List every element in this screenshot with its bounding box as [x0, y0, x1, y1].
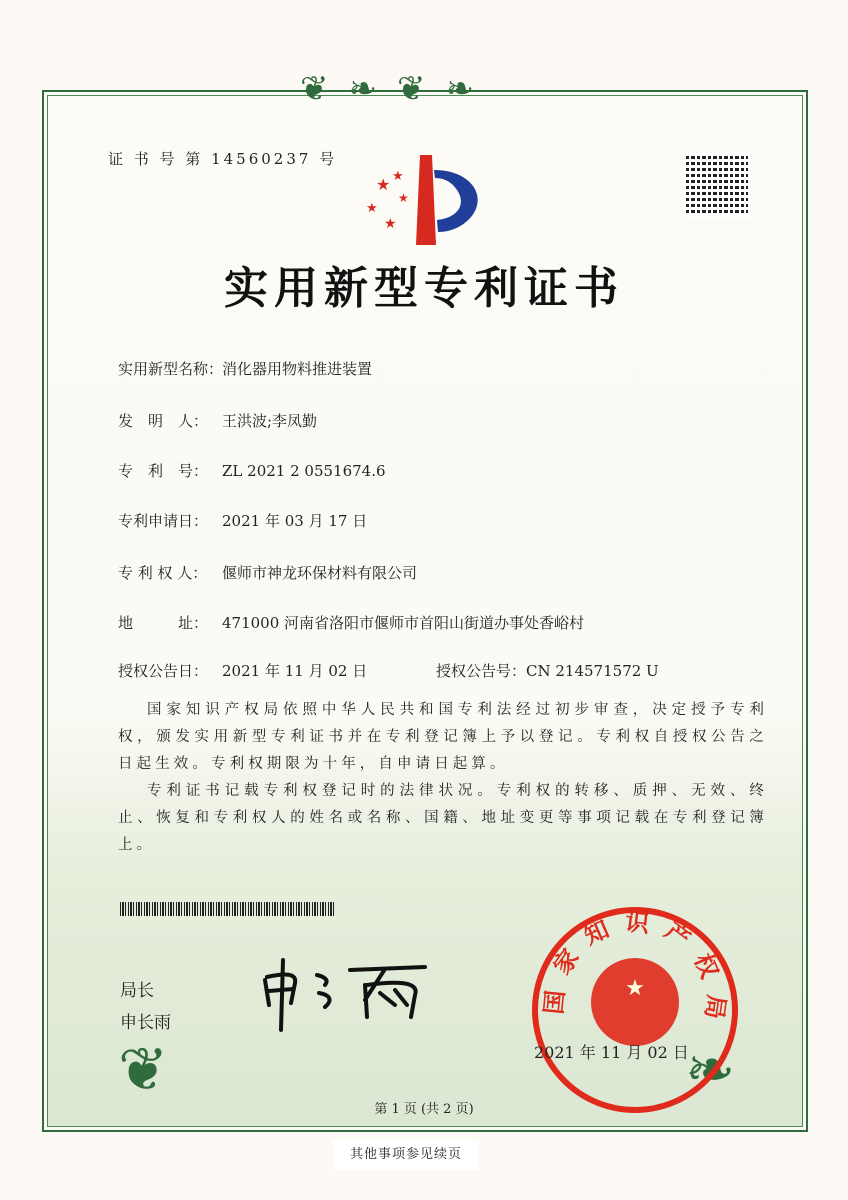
svg-text:★: ★ — [625, 976, 645, 1001]
svg-text:★: ★ — [398, 191, 409, 205]
corner-ornament-right: ❧ — [685, 1035, 736, 1105]
field-grant-date: 授权公告日： 2021 年 11 月 02 日 — [118, 662, 368, 680]
svg-text:★: ★ — [366, 201, 378, 216]
field-announcement-number: 授权公告号：CN 214571572 U — [436, 662, 659, 680]
paragraph-grant-statement: 国家知识产权局依照中华人民共和国专利法经过初步审查，决定授予专利权，颁发实用新型专利证书并在专利登记簿上予以登记。专利权自授权公告之日起生效。专利权期限为十年，自申请日起算。 — [118, 702, 768, 772]
top-ornament: ❦❧❦❧ — [300, 69, 494, 109]
field-patentee: 专 利 权 人： 偃师市神龙环保材料有限公司 — [118, 564, 418, 582]
svg-text:★: ★ — [392, 169, 404, 184]
svg-text:★: ★ — [376, 175, 391, 194]
signature — [255, 955, 445, 1035]
seal-text: 国家知识产权局 — [538, 906, 732, 1035]
corner-ornament-left: ❦ — [118, 1035, 169, 1105]
paragraph-legal-status: 专利证书记载专利权登记时的法律状况。专利权的转移、质押、无效、终止、恢复和专利权人的姓名或名称、国籍、地址变更等事项记载在专利登记簿上。 — [118, 783, 768, 853]
field-inventor: 发 明 人： 王洪波;李凤勤 — [118, 412, 318, 430]
field-address: 地 址： 471000 河南省洛阳市偃师市首阳山街道办事处香峪村 — [118, 614, 585, 632]
qr-code — [684, 152, 750, 218]
continuation-note: 其他事项参见续页 — [333, 1140, 479, 1170]
certificate-number: 证 书 号 第 14560237 号 — [108, 150, 338, 168]
signatory-name: 申长雨 — [120, 1013, 171, 1033]
field-utility-model-name: 实用新型名称：消化器用物料推进装置 — [118, 360, 373, 378]
page-number: 第 1 页 (共 2 页) — [374, 1102, 474, 1117]
document-title: 实用新型专利证书 — [224, 263, 624, 314]
field-patent-number: 专 利 号： ZL 2021 2 0551674.6 — [118, 462, 386, 480]
official-seal — [525, 900, 745, 1120]
field-application-date: 专利申请日： 2021 年 03 月 17 日 — [118, 512, 368, 530]
barcode — [120, 902, 334, 916]
cnipa-logo — [362, 150, 492, 250]
svg-text:★: ★ — [384, 216, 397, 232]
seal-date: 2021 年 11 月 02 日 — [534, 1043, 689, 1062]
signatory-title: 局长 — [120, 981, 154, 1001]
